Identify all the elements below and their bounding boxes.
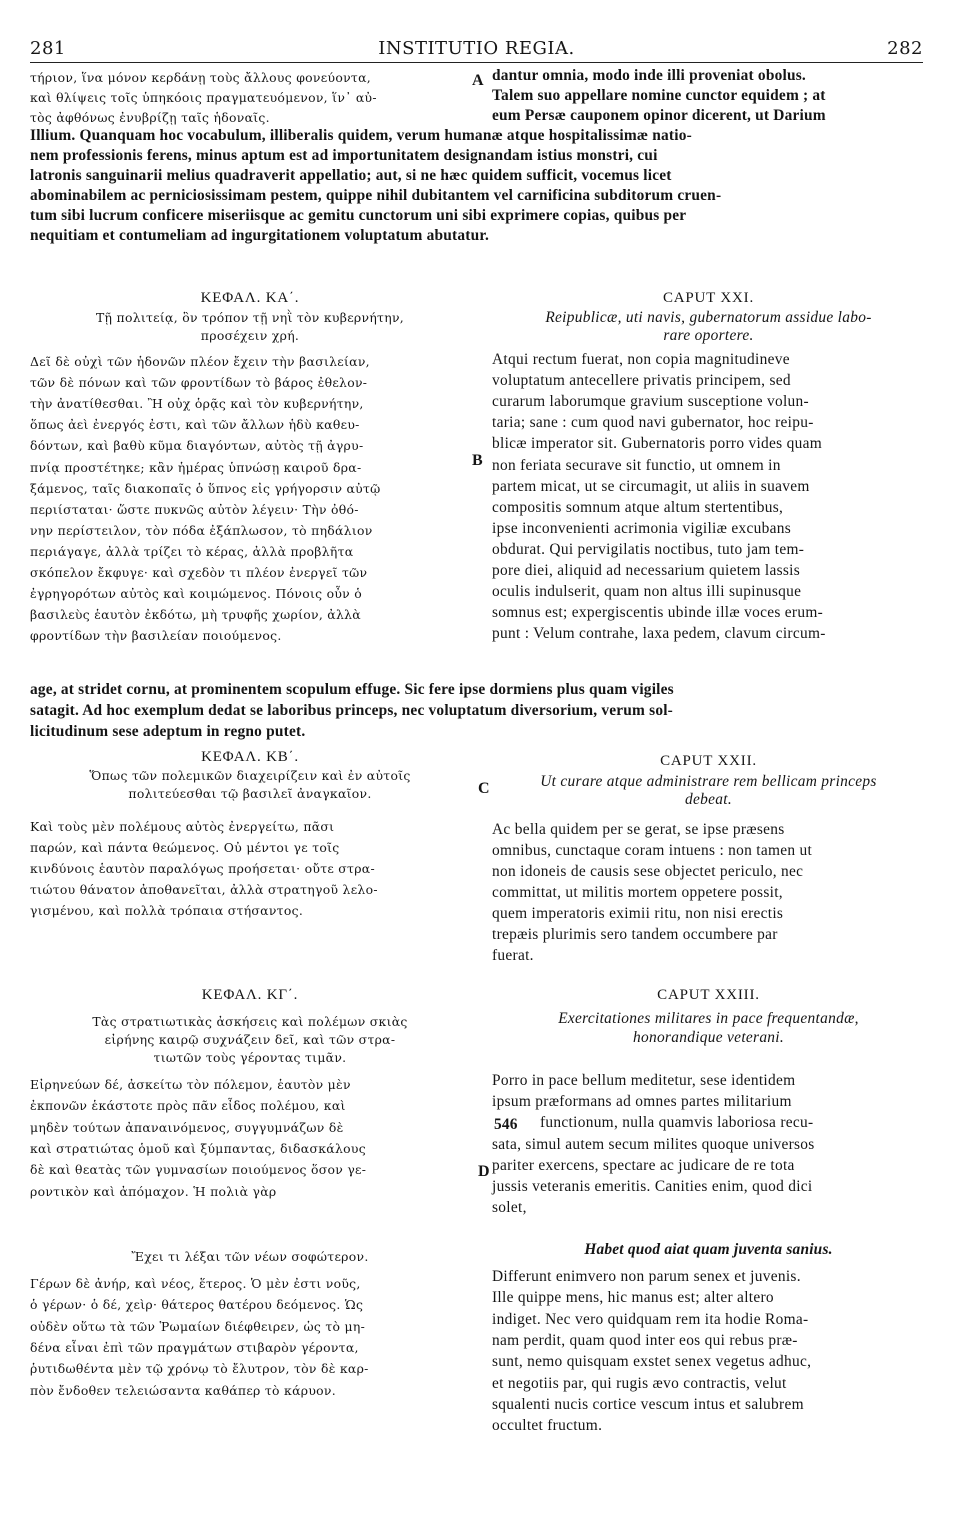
- verse-quote-latin: Habet quod aiat quam juventa sanius.: [584, 1241, 833, 1258]
- chapter-title-latin: Ut curare atque administrare rem bellicam princeps: [540, 773, 877, 790]
- latin-line: blicæ imperator sit. Gubernatoris porro vides quam: [492, 435, 823, 453]
- latin-line: fuerat.: [492, 947, 534, 964]
- latin-line: eum Persæ cauponem opinor dicerent, ut Darium: [492, 107, 826, 124]
- greek-line: καὶ στρατιώτας ὁμοῦ καὶ ξύμπαντας, διδασκάλους: [30, 1140, 366, 1156]
- greek-line: τῶν δὲ πόνων καὶ τῶν φροντίδων τὸ βάρος ἐθελον-: [30, 375, 368, 391]
- latin-line: Ac bella quidem per se gerat, se ipse præsens: [492, 821, 785, 838]
- latin-line: trepæis plurimis sero tandem occumbere par: [492, 926, 778, 943]
- greek-line: Καὶ τοὺς μὲν πολέμους αὐτὸς ἐνεργείτω, πᾶσι: [30, 819, 335, 834]
- chapter-title-latin: Exercitationes militares in pace frequentandæ,: [558, 1010, 859, 1027]
- latin-line: ipsum præformans ad omnes partes militarium: [492, 1093, 792, 1111]
- latin-line: functionum, nulla quamvis laboriosa recu-: [540, 1114, 814, 1132]
- latin-line: dantur omnia, modo inde illi proveniat obolus.: [492, 67, 806, 84]
- text-line: nequitiam et contumeliam ad ingurgitationem voluptatum abutatur.: [30, 227, 490, 244]
- text-line: age, at stridet cornu, at prominentem scopulum effuge. Sic fere ipse dormiens plus quam vigiles: [30, 681, 674, 698]
- latin-line: partem micat, ut se circumagit, ut aliis in suavem: [492, 477, 810, 495]
- latin-line: occultet fructum.: [492, 1417, 603, 1435]
- latin-line: Porro in pace bellum meditetur, sese identidem: [492, 1072, 796, 1089]
- greek-line: οὐδὲν οὕτω τὰ τῶν Ῥωμαίων διέφθειρεν, ὡς τὸ μη-: [30, 1318, 366, 1334]
- chapter-heading-greek: ΚΕΦΑΛ. ΚΒ΄.: [201, 749, 299, 765]
- latin-line: punt : Velum contrahe, laxa pedem, clavum circum-: [492, 625, 826, 643]
- greek-line: κινδύνοις ἑαυτὸν παραλόγως προήσεται· οὔτε στρα-: [30, 861, 375, 876]
- text-line: tum sibi lucrum conficere miseriisque ac gemitu cunctorum uni sibi exprimere copias, quibus per: [30, 207, 687, 224]
- margin-mark-c: C: [478, 780, 490, 797]
- latin-line: sata, simul autem secum milites quoque universos: [492, 1135, 815, 1153]
- margin-mark-d: D: [478, 1163, 490, 1180]
- chapter-title-greek: Τὰς στρατιωτικὰς ἀσκήσεις καὶ πολέμων σκιὰς: [92, 1014, 408, 1029]
- greek-line: ὅπως ἀεὶ ἐνεργός ἐστι, καὶ τῶν ἄλλων ἡδὺ καθευ-: [30, 417, 360, 433]
- page-number-right: 282: [887, 38, 923, 59]
- latin-line: compositis somnum atque altum stertentibus,: [492, 498, 784, 516]
- latin-line: curarum laborumque gravium susceptione volun-: [492, 393, 809, 411]
- greek-line: βασιλεὺς ἑαυτὸν ἐκδότω, μὴ τρυφῆς χωρίον, ἀλλὰ: [30, 607, 361, 623]
- header-rule: [30, 62, 923, 63]
- greek-line: περιίσταται· ὥστε πυκνῶς αὐτὸν λέγειν· Τὴν ὀθό-: [30, 501, 359, 517]
- greek-line: δένα εἶναι ἐπὶ τῶν πραγμάτων στιβαρὸν γέροντα,: [30, 1339, 359, 1355]
- greek-line: Εἰρηνεύων δέ, ἀσκείτω τὸν πόλεμον, ἑαυτὸν μὲν: [30, 1077, 351, 1092]
- verse-quote-greek: Ἔχει τι λέξαι τῶν νέων σοφώτερον.: [131, 1249, 369, 1264]
- greek-line: μηδὲν τούτων ἀπαναινόμενος, συγγυμνάζων δὲ: [30, 1119, 344, 1135]
- greek-line: καὶ θλίψεις τοῖς ὑπηκόοις πραγματευόμενον, ἵν᾽ αὐ-: [30, 90, 377, 105]
- latin-line: et negotiis par, qui rugis ævo contractis, velut: [492, 1374, 787, 1392]
- greek-line: πὸν ἔνδοθεν τελειώσαντα καθάπερ τὸ κάρυον.: [30, 1382, 336, 1398]
- latin-line: Talem suo appellare nomine cunctor equidem ; at: [492, 87, 826, 104]
- latin-line: squalenti nucis cortice vescum intus et salubrem: [492, 1395, 804, 1413]
- margin-mark-b: B: [472, 452, 483, 469]
- greek-line: τήριον, ἵνα μόνον κερδάνῃ τοὺς ἄλλους φονεύοντα,: [30, 70, 371, 85]
- chapter-heading-latin: CAPUT XXIII.: [657, 987, 760, 1003]
- latin-line: Atqui rectum fuerat, non copia magnitudineve: [492, 351, 790, 368]
- chapter-heading-greek: ΚΕΦΑΛ. ΚΑ΄.: [200, 290, 300, 306]
- greek-line: Δεῖ δὲ οὐχὶ τῶν ἡδονῶν πλέον ἔχειν τὴν βασιλείαν,: [30, 354, 370, 369]
- chapter-title-latin: Reipublicæ, uti navis, gubernatorum assidue labo-: [545, 309, 872, 326]
- margin-mark-a: A: [472, 72, 484, 89]
- greek-line: τὴν ἀνατίθεσθαι. Ἢ οὐχ ὁρᾷς καὶ τὸν κυβερνήτην,: [30, 396, 364, 412]
- text-line: latronis sanguinarii melius quadraverit appellatio; aut, si ne hæc quidem sufficit, vocemus licet: [30, 167, 672, 184]
- greek-line: περιάγαγε, ἀλλὰ τρίζει τὸ κέρας, ἀλλὰ προβλῆτα: [30, 543, 354, 559]
- greek-line: ἐκπονῶν ἑκάστοτε πρὸς πᾶν εἶδος πολέμου, καὶ: [30, 1098, 346, 1114]
- latin-line: non idoneis de causis sese objectet periculo, nec: [492, 863, 804, 880]
- page-number-left: 281: [30, 38, 66, 59]
- running-title: INSTITUTIO REGIA.: [378, 38, 575, 59]
- text-line: satagit. Ad hoc exemplum dedat se laboribus princeps, nec voluptatum diversorium, verum sol-: [30, 702, 674, 719]
- latin-line: pariter exercens, spectare ac judicare de re tota: [492, 1156, 795, 1174]
- latin-line: indiget. Nec vero quidquam rem ita hodie Roma-: [492, 1310, 809, 1328]
- greek-line: σκόπελον ἔκφυγε· καὶ σχεδὸν τι πλέον ἐνεργεῖ τῶν: [30, 565, 368, 580]
- latin-line: pore diei, aliquid ad necessarium quietem lassis: [492, 562, 801, 579]
- latin-line: jussis veteranis emeritis. Canities enim, quod dici: [492, 1178, 813, 1195]
- latin-line: taria; sane : cum quod navi gubernator, hoc reipu-: [492, 414, 814, 432]
- text-line: licitudinum sese adeptum in regno putet.: [30, 723, 306, 740]
- greek-line: ξάμενος, ταῖς διακοπαῖς ὁ ὕπνος εἰς γρήγορσιν αὐτῷ: [30, 480, 381, 496]
- column-number: 546: [494, 1116, 518, 1133]
- latin-line: nam perdit, quam quod inter eos qui rebus præ-: [492, 1331, 798, 1349]
- latin-line: voluptatum antecellere privatis principem, sed: [492, 372, 791, 390]
- greek-line: ῥυτιδωθέντα μὲν τῷ χρόνῳ τὸ ἔλυτρον, τὸν δὲ καρ-: [30, 1361, 369, 1377]
- running-header: [30, 38, 923, 64]
- chapter-heading-latin: CAPUT XXI.: [662, 290, 755, 306]
- greek-line: ὁ γέρων· ὁ δέ, χεὶρ· θάτερος θατέρου δεόμενος. Ὡς: [30, 1297, 364, 1313]
- latin-line: ipse inconvenienti acrimonia vigiliæ excubans: [492, 519, 792, 537]
- chapter-title-greek: προσέχειν χρή.: [200, 328, 300, 343]
- chapter-heading-latin: CAPUT XXII.: [660, 753, 757, 769]
- latin-line: omnibus, cunctaque coram intuens : non tamen ut: [492, 842, 813, 859]
- greek-line: ἐγρηγορότων αὐτὸς καὶ κοιμώμενος. Πόνοις οὖν ὁ: [30, 586, 363, 602]
- latin-line: Ille quippe mens, hic manus est; alter altero: [492, 1289, 774, 1307]
- latin-line: obdurat. Qui pervigilatis noctibus, tuto jam tem-: [492, 540, 805, 558]
- text-line: abominabilem ac perniciosissimam pestem, quippe nihil dubitantem vel carnificina subditorum cruen-: [30, 187, 722, 204]
- greek-line: τὸς ἀφθόνως ἐνυβρίζῃ ταῖς ἡδοναῖς.: [30, 110, 270, 125]
- chapter-title-latin: rare oportere.: [663, 327, 754, 344]
- text-line: Illium. Quanquam hoc vocabulum, illiberalis quidem, verum humanæ atque hospitalissimæ natio-: [30, 127, 692, 144]
- greek-line: γισμένου, καὶ πολλὰ τρόπαια στήσαντος.: [30, 903, 304, 918]
- chapter-heading-greek: ΚΕΦΑΛ. ΚΓ΄.: [201, 987, 299, 1003]
- latin-line: solet,: [492, 1199, 527, 1217]
- latin-line: committat, ut militis mortem oppetere possit,: [492, 884, 783, 901]
- greek-line: πνίᾳ προστέτηκε; κἂν ἡμέρας ὑπνώσῃ καιροῦ δρα-: [30, 459, 362, 475]
- greek-line: δόντων, καὶ βαθὺ κῦμα διαγόντων, αὐτὸς τῇ ἀγρυ-: [30, 438, 364, 454]
- greek-line: δὲ καὶ θεατὰς τῶν γυμνασίων ποιούμενος ὅσον γε-: [30, 1162, 367, 1178]
- text-line: nem professionis ferens, minus aptum est ad importunitatem designandam istius monstri, cui: [30, 147, 658, 164]
- greek-line: παρών, καὶ πάντα θεώμενος. Οὐ μέντοι γε τοῖς: [30, 840, 340, 855]
- latin-line: quem imperatoris eximii ritu, non nisi erectis: [492, 905, 784, 922]
- greek-line: ροντικὸν καὶ ἀπόμαχον. Ἡ πολιὰ γὰρ: [30, 1183, 277, 1199]
- greek-line: φροντίδων τὴν βασιλείαν ποιούμενος.: [30, 628, 282, 644]
- latin-line: sunt, nemo quisquam exstet senex vegetus adhuc,: [492, 1353, 812, 1371]
- latin-line: Differunt enimvero non parum senex et juvenis.: [492, 1268, 801, 1285]
- chapter-title-greek: τιωτῶν τοὺς γέροντας τιμᾶν.: [153, 1050, 347, 1065]
- chapter-title-latin: honorandique veterani.: [632, 1029, 785, 1046]
- latin-line: non feriata securave sit functio, ut omnem in: [492, 456, 781, 474]
- chapter-title-greek: Τῇ πολιτείᾳ, ὃν τρόπον τῇ νηῒ τὸν κυβερνήτην,: [95, 310, 405, 325]
- latin-line: oculis indulserit, quam non altus illi supinusque: [492, 583, 802, 601]
- chapter-title-greek: Ὅπως τῶν πολεμικῶν διαχειρίζειν καὶ ἐν αὐτοῖς: [89, 768, 411, 783]
- chapter-title-greek: εἰρήνης καιρῷ συχνάζειν δεῖ, καὶ τῶν στρα-: [104, 1032, 396, 1047]
- latin-line: somnus est; expergiscentis ubinde illæ voces erum-: [492, 604, 824, 622]
- greek-line: τιώτου θάνατον ἀποθανεῖται, ἀλλὰ στρατηγοῦ λελο-: [30, 882, 378, 897]
- greek-line: Γέρων δὲ ἀνήρ, καὶ νέος, ἕτερος. Ὁ μὲν ἐστι νοῦς,: [30, 1276, 361, 1291]
- greek-line: νην περίστειλον, τὸν πόδα ἐξάπλωσον, τὸ πηδάλιον: [30, 522, 373, 538]
- chapter-title-greek: πολιτεύεσθαι τῷ βασιλεῖ ἀναγκαῖον.: [128, 786, 372, 801]
- chapter-title-latin: debeat.: [685, 791, 732, 808]
